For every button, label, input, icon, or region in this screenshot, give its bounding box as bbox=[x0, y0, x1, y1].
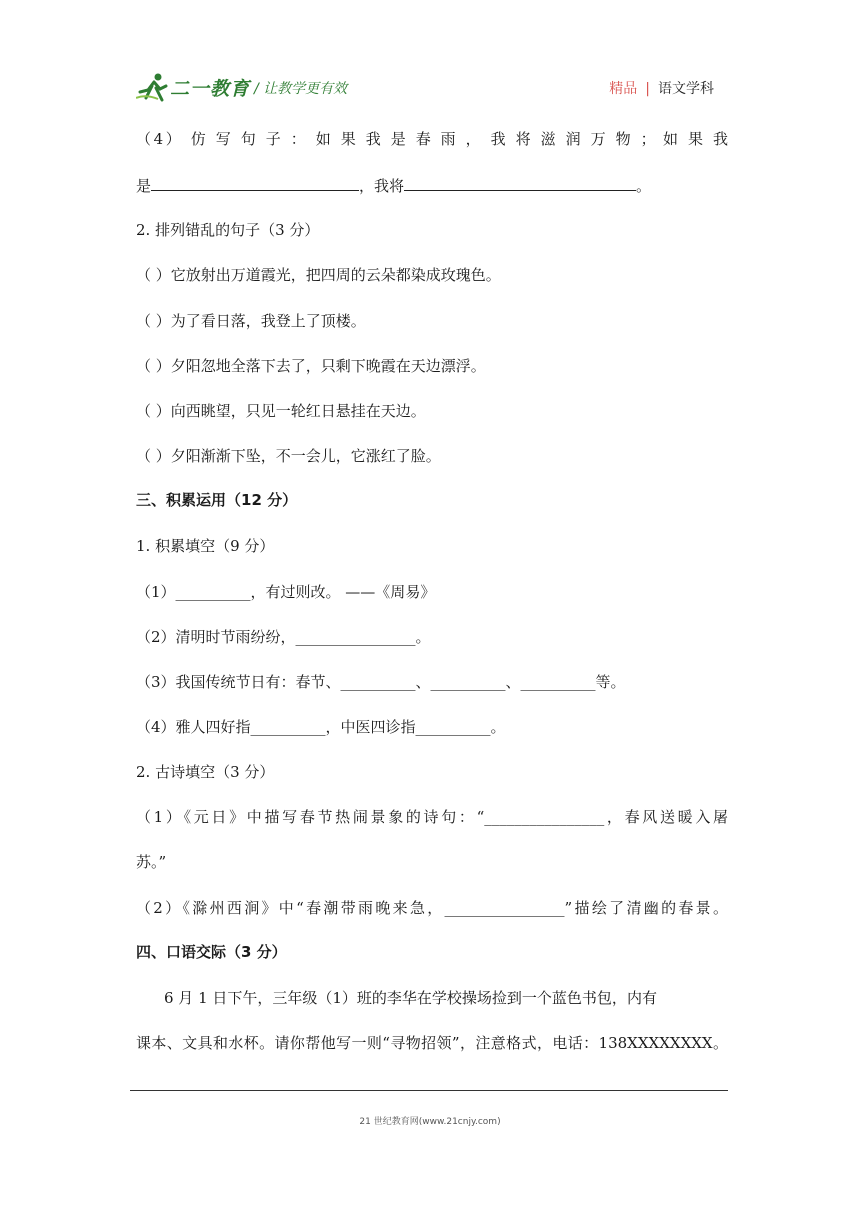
fill-item: （4）雅人四好指__________，中医四诊指__________。 bbox=[136, 718, 506, 736]
subject-label: 语文学科 bbox=[658, 81, 714, 97]
sentence-item: （ ）它放射出万道霞光，把四周的云朵都染成玫瑰色。 bbox=[136, 266, 501, 284]
header-right bbox=[609, 78, 714, 98]
logo-text: 二一教育 bbox=[170, 78, 251, 100]
footer-divider bbox=[130, 1090, 728, 1091]
text-segment: 是 bbox=[136, 177, 152, 195]
running-figure-icon bbox=[136, 72, 172, 102]
imitation-blank-line bbox=[136, 174, 651, 196]
poem-fill-item: （1）《元日》中描写春节热闹景象的诗句：“________________，春风送暖入屠 bbox=[136, 808, 728, 826]
task-paragraph-line: 6 月 1 日下午，三年级（1）班的李华在学校操场捡到一个蓝色书包，内有 bbox=[164, 989, 657, 1007]
quality-label: 精品 bbox=[609, 81, 638, 97]
slogan: / 让教学更有效 bbox=[254, 81, 348, 97]
sentence-item: （ ）为了看日落，我登上了顶楼。 bbox=[136, 312, 366, 330]
poem-fill-item: （2）《滁州西涧》中“春潮带雨晚来急，________________”描绘了清幽的春景。 bbox=[136, 899, 728, 917]
question-title: 1. 积累填空（9 分） bbox=[136, 537, 275, 555]
question-title: 2. 排列错乱的句子（3 分） bbox=[136, 221, 320, 239]
answer-blank[interactable] bbox=[404, 174, 636, 191]
imitation-sentence-line: （4） 仿 写 句 子 ： 如 果 我 是 春 雨 ， 我 将 滋 润 万 物 ； 如 果 我 bbox=[136, 130, 728, 148]
sentence-item: （ ）夕阳忽地全落下去了，只剩下晚霞在天边漂浮。 bbox=[136, 357, 486, 375]
question-title: 2. 古诗填空（3 分） bbox=[136, 763, 275, 781]
section-heading: 三、积累运用（12 分） bbox=[136, 491, 298, 509]
page-header bbox=[136, 72, 728, 106]
text-segment: 。 bbox=[636, 177, 652, 195]
fill-item: （1）__________，有过则改。 ——《周易》 bbox=[136, 583, 436, 601]
header-separator: | bbox=[645, 81, 650, 97]
poem-fill-continuation: 苏。” bbox=[136, 853, 167, 871]
sentence-item: （ ）向西眺望，只见一轮红日悬挂在天边。 bbox=[136, 402, 426, 420]
answer-blank[interactable] bbox=[151, 174, 359, 191]
fill-item: （3）我国传统节日有：春节、__________、__________、__________等。 bbox=[136, 673, 626, 691]
task-paragraph-line: 课本、文具和水杯。请你帮他写一则“寻物招领”，注意格式，电话：138XXXXXXXX。 bbox=[136, 1034, 728, 1052]
text-segment: ，我将 bbox=[359, 177, 405, 195]
fill-item: （2）清明时节雨纷纷，________________。 bbox=[136, 628, 431, 646]
sentence-item: （ ）夕阳渐渐下坠，不一会儿，它涨红了脸。 bbox=[136, 447, 441, 465]
footer-source: 21 世纪教育网(www.21cnjy.com) bbox=[359, 1117, 501, 1127]
section-heading: 四、口语交际（3 分） bbox=[136, 943, 287, 961]
